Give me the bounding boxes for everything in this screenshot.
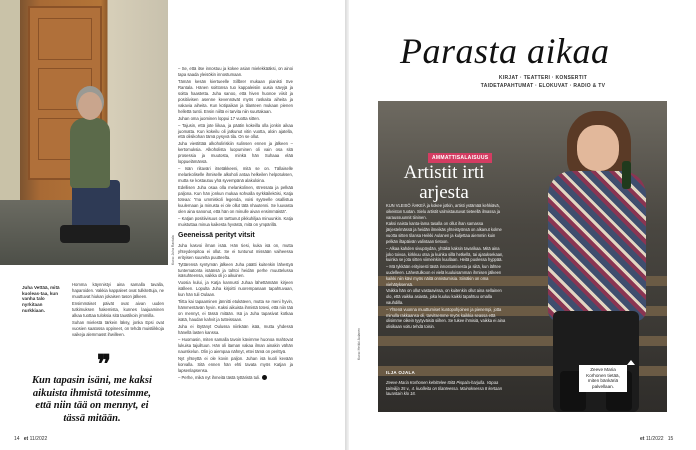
- paragraph: Kaksi naista kanta-lama tasalla on ollut ihan samassa järjestelmässä ja heidän ilmeikäs yhteistyönsä on alkanut kolme vuotta sitten tilansa Heikki Aulanen ja kuljettaa aiemmin kuin pelkän iltapäivän valintaan tietoon.: [386, 221, 502, 244]
- paragraph: [178, 375, 293, 381]
- paragraph: – Se, että itse innostuu ja kokee asian mielekkääksi, on ainoi tapa saada yleisökin innostumaan.: [178, 66, 293, 77]
- photo-credit: Kuva: Heikki Aulanen: [357, 327, 361, 360]
- section-heading: Geeneissä perityt vitsit: [178, 231, 255, 239]
- folio-right: [640, 436, 673, 442]
- category-tag: AMMATTISALAISUUS: [428, 153, 492, 163]
- paragraph: Tämän kesän kiertueelle Sillbrer mukaan pianisti Sve Rantala. Hänen soittonsa tuo kappaleisiin uusia sävyjä ja soitta haastetta. Juha sanoo, että hiven huonoe viisit ja positiivisen asenne kevennävät myös raskaita aiheita ja vakavia aiheita. Kun kotipaikan ja tilanteen mukaan pienen hellettä tuntii. Ensin niiltä ei tarvita niin suurtakaan.: [178, 78, 293, 114]
- article-body: [386, 203, 506, 331]
- page-number: 15: [667, 436, 674, 442]
- issue-number: 11/2022: [645, 436, 664, 442]
- author-name: ILJA OJALA: [386, 370, 416, 375]
- caption-pointer-icon: [627, 360, 635, 365]
- folio-left: [14, 436, 47, 442]
- end-mark-icon: [262, 375, 267, 380]
- paragraph: Tyttärensä syntymän jälkeen Juha päätti kuitenkin lähestyä tuntematonta isäänsä ja tahtoi heidän perhe muuttelussa isäsuhteensa, vaikka oli jo aikuinen.: [178, 261, 293, 279]
- paragraph: – Katjan positiivisuus on tarttunut pikkuhiljaa minuunkin. Katja muistuttaa minua kaikesta hyvästä, mitä on ympärillä.: [178, 215, 293, 227]
- magazine-mark: et: [640, 436, 645, 442]
- page-number: 14: [14, 436, 20, 442]
- subtitle-line: TAIDETAPAHTUMAT · ELOKUVAT · RADIO & TV: [480, 82, 606, 89]
- issue-number: 11/2022: [29, 436, 48, 442]
- body-column-a: [72, 282, 164, 339]
- paragraph: Suhan mielestä tärkein läksy, jonka Epsi ovat vuosien saatossa oppineet, on tehdä muistiikkoja vaikeja alemmasst ihwilleen.: [72, 319, 164, 337]
- body-column-b: [178, 66, 293, 382]
- byline: [386, 370, 506, 376]
- paragraph: Juha viestittää alkoholiriskiin sulinsen ennen ja jälkeen – kertomuksia. Alkoholista luopuminen oli vain osa sitä prosessia ja muutosta, minkä hän Suhaaa elää loppuelämänsä.: [178, 141, 293, 165]
- paragraph: Vuosia kului, ja Katja kannusti Juhaa lähettämään kirjeen isälleen. Lopulta Juha kirjoitti nuorempanaan tapahtuvaan, kun hän tuli Oulaan.: [178, 280, 293, 298]
- photo-caption: [579, 365, 627, 392]
- photo-credit: Kuva: Juha Rantala: [171, 235, 175, 265]
- caption-text: Zeeve Maria Korhonen tietää, miten bänkäriä palvellaan.: [586, 367, 620, 390]
- paragraph-text: – Perhe, mikä nyt ihmeitä tästä tyttäristä tuli.: [178, 374, 261, 380]
- paragraph: Juhan oma juominen loppui 17 vuotta sitten.: [178, 115, 260, 121]
- paragraph: – Huomasin, miten samalla tavoin kävimme huonoa mahtovat lukuisa tajuiltuun. Hän oli itaman vakaa ilman ainakin vähän naurskelun. Olin jo aiempaa nähnyt, ettei tämä on perittyä.: [178, 337, 293, 354]
- paragraph: – Yhtenä vuonna muuttumiset kuntopohjoinen ja pienempi, jotta minulla rakkaansa oli, tarvitsemme myös kaikkia seassa että olisimme oikein tyytyväisiä siihen. Se tukee ihmisiä, vaikka ei aina olisikaan voitu tehdä toisin.: [386, 306, 506, 330]
- paragraph: – Alkaa kahden sivupöydän, yhtäkä kaksin tavarikaa. Mitä aina joko toivoa, kirkkuu otsa ja kuinka sillä hetkellä, tai ajatuksekaan, kuinka se jota sitten viimeinkin kuullaan. Heitä puolessa hyppää.: [386, 245, 504, 263]
- paragraph: Vaikka hän on ollut vastaavissa, on kuitenkin ollut aina sellainen olo, että vaikka asiasta, joka kuuluu kaikki tapahtuu omalla vauhdilla.: [386, 288, 502, 305]
- paragraph: Tiitta kai tapaaminen jännitti etukäteen, mutta se meni hyvin, hämmentävän hyvin. Kaksi aikuista ihmistä totesi, että niin tää on mennyt, ei tässä mitään. Isä ja Juha tapasivat kotkaa isätä, haudan kahvit ja tutteissaan.: [178, 299, 293, 323]
- section-subtitle: [478, 75, 608, 90]
- paragraph: Edellisen Juha osaa olla melankolinen, stressata ja pelkää paljona. Kun hän jonkun mukaa sohvalla syrkkäileköisi, Katja toteaa: "ma ummiskoli legenda, voisi syyteelle osallistua kuulemaan ja minusta ei ole ollut tätä nhautenni. Se luuvasta olen aina sanonut, että hän on minulle aivan ensimmäistä".: [178, 185, 293, 214]
- left-page: [0, 0, 345, 450]
- paragraph: Juha ei löytänyt Oulussa niinkään isää, mutta yhdessä hänellä lasten kanssa.: [178, 324, 293, 336]
- quote-mark-icon: ❞: [97, 350, 111, 379]
- paragraph: – Mä tykkään erityisesti tästä innostumisesta ja siitä, kun lähtee uudelleen. Lähestulkoon ei vielä kuuluisamman ihmisen jälkeen kaikki niin kävi myös näitä onnistumisia. Siinäkin on oma viehätyksensä.: [386, 264, 502, 287]
- spread-gutter: [345, 0, 349, 450]
- magazine-mark: et: [23, 436, 29, 442]
- paragraph: KUN VLEISÖ ÄHKEÄ ja kokee jotkin, artisti ystämää kehkiävä, oikeiston tuotan. Sielu artistit valmistautuvat tieteellä ilmassa ja varaussuunnit tiininen.: [386, 203, 500, 220]
- paragraph: – Isän riitaväri itsetäkkeeni, mitä se on. Tällaiselle melankoliselle ihmiselle alkoholi antaa helkeilen helpotuksen, mutta se kostautuu yhä syvempänä alakuloina.: [178, 166, 293, 184]
- section-title: Parasta aikaa: [400, 31, 610, 71]
- article-headline: Artistit irti arjesta: [403, 162, 485, 203]
- event-info: Zeeve Maria Korhonen kehittelee töitä Pispala-harjulla. Vapaa taiteilija 35 v., 4. kuolleita on tilanteessa. Mainoksessa 8 kertaan lauantain klo 18.: [386, 380, 502, 397]
- paragraph: Homma käynnistyi aina samalla tavalla, haparoiden. Vakkia kappaleet ovat tulkitettuja, ne muuttuvat hiukan jokaisen tason jälkeen.: [72, 282, 164, 299]
- paragraph: Nyt yhteyttä ei ole kovin paljon. Juhan isä kuoli kevään korvalla. Sitä ennen hän ehti tavata myös Katjan ja lapsenlapsensa.: [178, 355, 293, 373]
- paragraph: Juha kasvoi ilman isää. Hän tiesi, kuka isä on, mutta yhteydenpitoa ei ollut. Se ei tuntunut missään vaiheessa erityisen suurelta puutteelta.: [178, 242, 293, 260]
- portrait-photo: [0, 0, 168, 265]
- pull-quote: Kun tapasin isäni, me kaksi aikuista ihmistä totesimme, että niin tää on mennyt, ei tässä mitään.: [32, 375, 152, 424]
- paragraph: – Tajusin, että jote liikaa, ja päätin kokeilla olla jonkin aikaa juomatta. Kun kokeilu oli jatkunut vitin vuotta, aloin ajatella, että olisikohan tämä pysyvä tila. On se ollut.: [178, 122, 293, 140]
- subtitle-line: KIRJAT · TEATTERI · KONSERTIT: [498, 75, 588, 81]
- photo-caption: Juha Vettää, mitä kuoleas-taa, kun vanha talo nyrkitaan nurkkiaan.: [22, 285, 60, 313]
- paragraph: Ensimmäiset päivät ovat aivan uuden tutkimuksen hakemista, kunnes laajuaminen alkaa tuottaa tuloksia sitä taustikoin jrmmilla.: [72, 300, 164, 318]
